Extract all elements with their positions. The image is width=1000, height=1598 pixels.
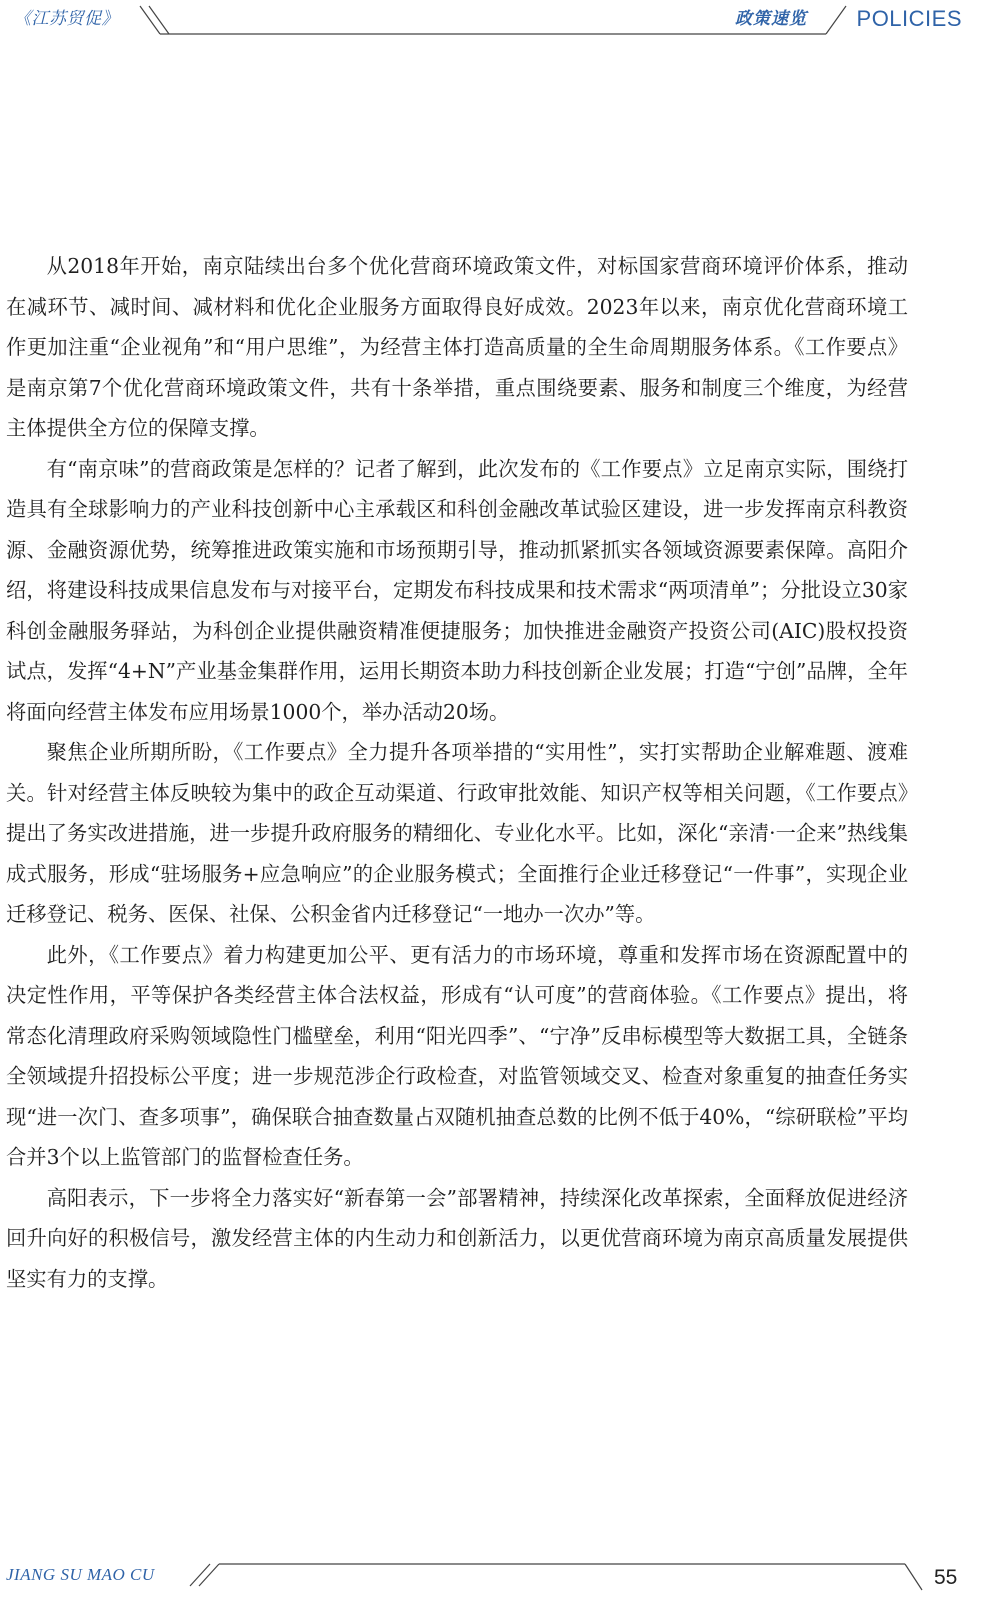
footer-slash-left-2: [199, 1564, 219, 1586]
publication-title: 《江苏贸促》: [14, 9, 119, 29]
paragraph-3: 聚焦企业所期所盼，《工作要点》全力提升各项举措的“实用性”，实打实帮助企业解难题、渡难关。针对经营主体反映较为集中的政企互动渠道、行政审批效能、知识产权等相关问题，《工作要点》提出了务实改进措施，进一步提升政府服务的精细化、专业化水平。比如，深化“亲清·一企来”热线集成式服务，形成“驻场服务+应急响应”的企业服务模式；全面推行企业迁移登记“一件事”，实现企业迁移登记、税务、医保、社保、公积金省内迁移登记“一地办一次办”等。: [6, 740, 908, 926]
paragraph-5: 高阳表示，下一步将全力落实好“新春第一会”部署精神，持续深化改革探索，全面释放促进经济回升向好的积极信号，激发经营主体的内生动力和创新活力，以更优营商环境为南京高质量发展提供坚实有力的支撑。: [6, 1185, 908, 1291]
footer-slash-left-1: [190, 1564, 210, 1586]
header-slash-right: [826, 6, 846, 34]
header-slash-left-1: [140, 6, 160, 34]
section-title-en: POLICIES: [856, 6, 962, 31]
section-title-cn: 政策速览: [735, 9, 807, 29]
publication-title-en: JIANG SU MAO CU: [6, 1565, 155, 1584]
article-body: [6, 246, 908, 1299]
header-rule: [0, 0, 1000, 42]
footer-slash-right: [905, 1564, 922, 1590]
paragraph-2: 有“南京味”的营商政策是怎样的？记者了解到，此次发布的《工作要点》立足南京实际，围绕打造具有全球影响力的产业科技创新中心主承载区和科创金融改革试验区建设，进一步发挥南京科教资源、金融资源优势，统筹推进政策实施和市场预期引导，推动抓紧抓实各领域资源要素保障。高阳介绍，将建设科技成果信息发布与对接平台，定期发布科技成果和技术需求“两项清单”；分批设立30家科创金融服务驿站，为科创企业提供融资精准便捷服务；加快推进金融资产投资公司(AIC)股权投资试点，发挥“4+N”产业基金集群作用，运用长期资本助力科技创新企业发展；打造“宁创”品牌，全年将面向经营主体发布应用场景1000个，举办活动20场。: [6, 456, 908, 724]
paragraph-4: 此外，《工作要点》着力构建更加公平、更有活力的市场环境，尊重和发挥市场在资源配置中的决定性作用，平等保护各类经营主体合法权益，形成有“认可度”的营商体验。《工作要点》提出，将常态化清理政府采购领域隐性门槛壁垒，利用“阳光四季”、“宁净”反串标模型等大数据工具，全链条全领域提升招投标公平度；进一步规范涉企行政检查，对监管领域交叉、检查对象重复的抽查任务实现“进一次门、查多项事”，确保联合抽查数量占双随机抽查总数的比例不低于40%，“综研联检”平均合并3个以上监管部门的监督检查任务。: [6, 942, 908, 1169]
paragraph-1: 从2018年开始，南京陆续出台多个优化营商环境政策文件，对标国家营商环境评价体系，推动在减环节、减时间、减材料和优化企业服务方面取得良好成效。2023年以来，南京优化营商环境工作更加注重“企业视角”和“用户思维”，为经营主体打造高质量的全生命周期服务体系。《工作要点》是南京第7个优化营商环境政策文件，共有十条举措，重点围绕要素、服务和制度三个维度，为经营主体提供全方位的保障支撑。: [6, 254, 908, 440]
header-slash-left-2: [149, 6, 169, 34]
page-number: 55: [934, 1566, 958, 1589]
